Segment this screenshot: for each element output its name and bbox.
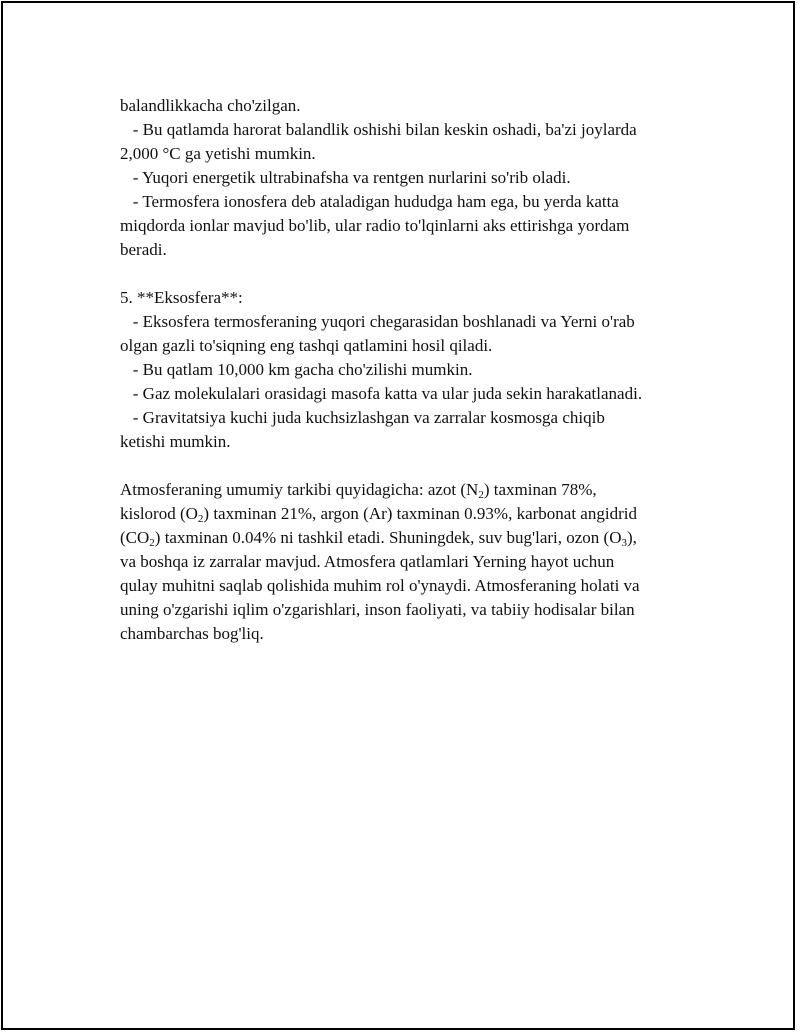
- text-line: - Yuqori energetik ultrabinafsha va rentgen nurlarini so'rib oladi.: [120, 168, 571, 187]
- text-line: uning o'zgarishi iqlim o'zgarishlari, inson faoliyati, va tabiiy hodisalar bilan: [120, 600, 635, 619]
- text-run: ) taxminan 78%,: [483, 480, 597, 499]
- text-run: kislorod (O: [120, 504, 198, 523]
- section-heading-eksosfera: 5. **Eksosfera**:: [120, 288, 243, 307]
- text-line: ketishi mumkin.: [120, 432, 231, 451]
- text-line: - Termosfera ionosfera deb ataladigan hududga ham ega, bu yerda katta: [120, 192, 619, 211]
- text-line: - Gravitatsiya kuchi juda kuchsizlashgan va zarralar kosmosga chiqib: [120, 408, 605, 427]
- composition-line: [120, 502, 690, 526]
- subscript: 2: [149, 537, 155, 549]
- text-line: olgan gazli to'siqning eng tashqi qatlamini hosil qiladi.: [120, 336, 493, 355]
- subscript: 2: [478, 489, 484, 501]
- document-page: [1, 1, 795, 1030]
- text-line: miqdorda ionlar mavjud bo'lib, ular radio to'lqinlarni aks ettirishga yordam: [120, 216, 630, 235]
- paragraph-gap: [120, 262, 690, 286]
- text-line: qulay muhitni saqlab qolishida muhim rol o'ynaydi. Atmosferaning holati va: [120, 576, 640, 595]
- text-run: Atmosferaning umumiy tarkibi quyidagicha: azot (N: [120, 480, 479, 499]
- composition-line: [120, 526, 690, 550]
- text-run: (CO: [120, 528, 150, 547]
- text-line: 2,000 °C ga yetishi mumkin.: [120, 144, 316, 163]
- text-line: - Gaz molekulalari orasidagi masofa katta va ular juda sekin harakatlanadi.: [120, 384, 643, 403]
- composition-line: [120, 478, 690, 502]
- text-line: chambarchas bog'liq.: [120, 624, 264, 643]
- document-body: [120, 94, 690, 646]
- text-line: va boshqa iz zarralar mavjud. Atmosfera qatlamlari Yerning hayot uchun: [120, 552, 615, 571]
- text-line: - Eksosfera termosferaning yuqori chegarasidan boshlanadi va Yerni o'rab: [120, 312, 635, 331]
- text-line: - Bu qatlam 10,000 km gacha cho'zilishi mumkin.: [120, 360, 473, 379]
- text-run: ),: [627, 528, 637, 547]
- subscript: 2: [197, 513, 204, 525]
- text-line: balandlikkacha cho'zilgan.: [120, 96, 301, 115]
- paragraph-gap: [120, 454, 690, 478]
- text-run: ) taxminan 21%, argon (Ar) taxminan 0.93%, karbonat angidrid: [203, 504, 637, 523]
- text-line: - Bu qatlamda harorat balandlik oshishi bilan keskin oshadi, ba'zi joylarda: [120, 120, 637, 139]
- subscript: 3: [621, 537, 627, 549]
- text-line: beradi.: [120, 240, 167, 259]
- text-run: ) taxminan 0.04% ni tashkil etadi. Shuningdek, suv bug'lari, ozon (O: [154, 528, 622, 547]
